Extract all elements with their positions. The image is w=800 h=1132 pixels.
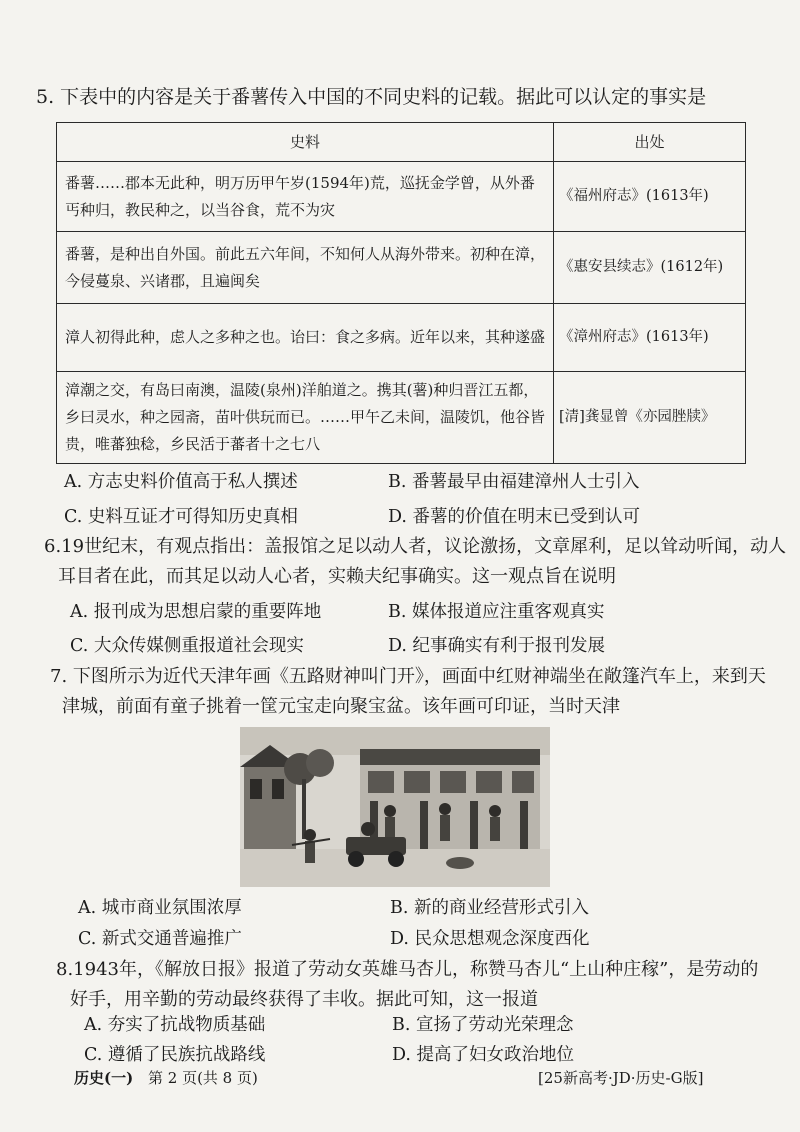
q8-option-c[interactable]: C. 遵循了民族抗战路线 <box>84 1045 266 1065</box>
q6-option-b[interactable]: B. 媒体报道应注重客观真实 <box>388 602 605 622</box>
q6-option-c[interactable]: C. 大众传媒侧重报道社会现实 <box>70 636 304 656</box>
q8-option-d[interactable]: D. 提高了妇女政治地位 <box>392 1045 575 1065</box>
source-table <box>56 122 746 464</box>
source-text: 番薯，是种出自外国。前此五六年间，不知何人从海外带来。初种在漳，今侵蔓泉、兴诸郡，且遍闽矣 <box>57 232 554 304</box>
q7-option-b[interactable]: B. 新的商业经营形式引入 <box>390 898 589 918</box>
source-ref: 《漳州府志》(1613年) <box>554 304 746 372</box>
q5-option-c[interactable]: C. 史料互证才可得知历史真相 <box>64 507 298 527</box>
footer-left <box>74 1068 258 1088</box>
q8-option-b[interactable]: B. 宣扬了劳动光荣理念 <box>392 1015 574 1035</box>
header-ref: 出处 <box>554 123 746 162</box>
table-header-row <box>57 123 746 162</box>
q6-option-d[interactable]: D. 纪事确实有利于报刊发展 <box>388 636 606 656</box>
q7-option-d[interactable]: D. 民众思想观念深度西化 <box>390 929 590 949</box>
q7-stem: 7. 下图所示为近代天津年画《五路财神叫门开》，画面中红财神端坐在敞篷汽车上，来到天津城，前面有童子挑着一筐元宝走向聚宝盆。该年画可印证，当时天津 <box>50 666 766 717</box>
table-row <box>57 372 746 464</box>
source-text: 漳人初得此种，虑人之多种之也。诒曰：食之多病。近年以来，其种遂盛 <box>57 304 554 372</box>
new-year-painting-image <box>240 727 550 887</box>
painting-illustration <box>240 727 550 887</box>
q7-option-a[interactable]: A. 城市商业氛围浓厚 <box>78 898 242 918</box>
q8-stem: 8.1943年，《解放日报》报道了劳动女英雄马杏儿，称赞马杏儿“上山种庄稼”，是劳动的好手，用辛勤的劳动最终获得了丰收。据此可知，这一报道 <box>56 959 759 1010</box>
source-ref: [清]龚显曾《亦园脞牍》 <box>554 372 746 464</box>
footer-page: 第 2 页(共 8 页) <box>147 1069 258 1087</box>
q5-option-d[interactable]: D. 番薯的价值在明末已受到认可 <box>388 507 641 527</box>
table-row <box>57 162 746 232</box>
source-ref: 《福州府志》(1613年) <box>554 162 746 232</box>
source-text: 番薯……郡本无此种，明万历甲午岁(1594年)荒，巡抚金学曾，从外番丐种归，教民种之，以当谷食，荒不为灾 <box>57 162 554 232</box>
footer-subject: 历史(一) <box>74 1069 134 1087</box>
q8-option-a[interactable]: A. 夯实了抗战物质基础 <box>84 1015 266 1035</box>
q5-stem: 5. 下表中的内容是关于番薯传入中国的不同史料的记载。据此可以认定的事实是 <box>36 86 707 108</box>
table-row <box>57 232 746 304</box>
footer-edition: [25新高考·JD·历史-G版] <box>538 1069 704 1087</box>
source-text: 漳潮之交，有岛曰南澳，温陵(泉州)洋舶道之。携其(薯)种归晋江五都，乡曰灵水，种之园斋，苗叶供玩而已。……甲午乙未间，温陵饥，他谷皆贵，唯蕃独稔，乡民活于蕃者十之七八 <box>57 372 554 464</box>
q6-stem: 6.19世纪末，有观点指出：盖报馆之足以动人者，议论激扬，文章犀利，足以耸动听闻，动人耳目者在此，而其足以动人心者，实赖夫纪事确实。这一观点旨在说明 <box>44 536 787 587</box>
table-row <box>57 304 746 372</box>
q7-option-c[interactable]: C. 新式交通普遍推广 <box>78 929 242 949</box>
header-source: 史料 <box>57 123 554 162</box>
source-ref: 《惠安县续志》(1612年) <box>554 232 746 304</box>
q6-option-a[interactable]: A. 报刊成为思想启蒙的重要阵地 <box>70 602 322 622</box>
q5-option-b[interactable]: B. 番薯最早由福建漳州人士引入 <box>388 472 640 492</box>
q5-option-a[interactable]: A. 方志史料价值高于私人撰述 <box>64 472 298 492</box>
